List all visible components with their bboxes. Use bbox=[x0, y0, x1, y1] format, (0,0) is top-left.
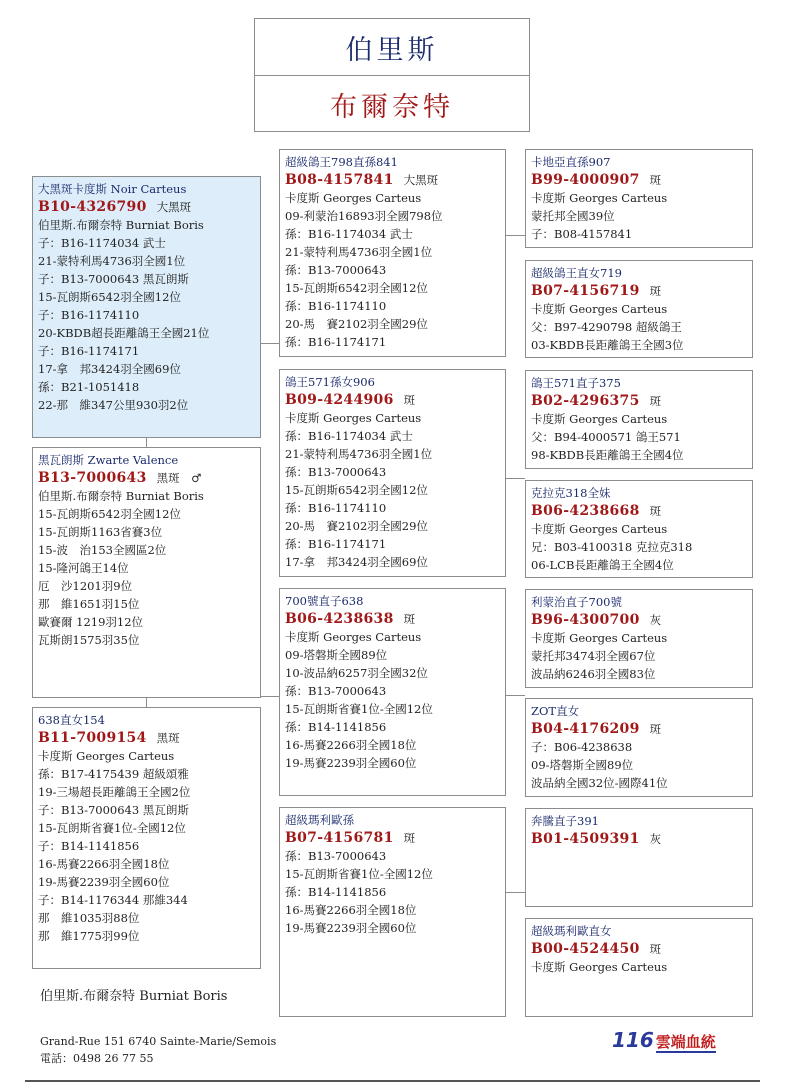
pedigree-card-ggp-1[interactable] bbox=[525, 149, 753, 248]
card-line: 17-拿 邦3424羽全國69位 bbox=[38, 362, 181, 376]
card-title: 超級瑪利歐孫 bbox=[285, 813, 354, 827]
ring-number: B11-7009154 bbox=[38, 730, 147, 746]
address: Grand-Rue 151 6740 Sainte-Marie/Semois bbox=[40, 1035, 277, 1048]
ring-number: B07-4156781 bbox=[285, 830, 394, 846]
connector bbox=[260, 343, 280, 344]
phone: 電話：0498 26 77 55 bbox=[40, 1052, 154, 1065]
color: 斑 bbox=[649, 722, 662, 736]
logo-text: 雲端血統 bbox=[655, 1033, 716, 1051]
color: 黑斑 ♂ bbox=[156, 471, 202, 485]
connector bbox=[505, 235, 525, 236]
card-line: 伯里斯.布爾奈特 Burniat Boris bbox=[38, 218, 204, 232]
title-box bbox=[254, 18, 530, 132]
color: 大黑斑 bbox=[156, 200, 192, 214]
card-line: 15-隆河鴿王14位 bbox=[38, 561, 129, 575]
card-line: 15-瓦朗斯6542羽全國12位 bbox=[285, 483, 428, 497]
card-line: 09-利蒙治16893羽全國798位 bbox=[285, 209, 443, 223]
card-line: 孫：B16-1174171 bbox=[285, 537, 387, 551]
color: 灰 bbox=[649, 613, 662, 627]
card-line: 子：B14-1141856 bbox=[38, 839, 140, 853]
card-line: 歐賽爾 1219羽12位 bbox=[38, 615, 144, 629]
pedigree-card-ggp-3[interactable] bbox=[525, 370, 753, 469]
card-line: 孫：B14-1141856 bbox=[285, 720, 387, 734]
pedigree-card-sire[interactable] bbox=[32, 176, 261, 438]
card-line: 那 維1035羽88位 bbox=[38, 911, 140, 925]
card-title: 利蒙治直子700號 bbox=[531, 595, 622, 609]
logo-number: 116 bbox=[612, 1028, 654, 1052]
ring-number: B99-4000907 bbox=[531, 172, 640, 188]
card-title: 超級鴿王798直孫841 bbox=[285, 155, 398, 169]
owner-name: 伯里斯.布爾奈特 Burniat Boris bbox=[40, 989, 228, 1004]
color: 大黑斑 bbox=[403, 173, 439, 187]
card-line: 09-塔磐斯全國89位 bbox=[531, 758, 634, 772]
card-line: 子：B13-7000643 黑瓦朗斯 bbox=[38, 803, 189, 817]
card-line: 子：B14-1176344 那維344 bbox=[38, 893, 188, 907]
card-line: 卡度斯 Georges Carteus bbox=[531, 412, 668, 426]
color: 黑斑 bbox=[156, 731, 180, 745]
card-line: 98-KBDB長距離鴿王全國4位 bbox=[531, 448, 684, 462]
card-line: 19-馬賽2239羽全國60位 bbox=[285, 756, 417, 770]
card-title: ZOT直女 bbox=[531, 704, 580, 718]
color: 斑 bbox=[403, 831, 416, 845]
color: 斑 bbox=[649, 394, 662, 408]
connector bbox=[146, 697, 147, 707]
card-line: 20-馬 賽2102羽全國29位 bbox=[285, 317, 428, 331]
pedigree-card-granddam-1[interactable] bbox=[279, 369, 506, 577]
card-title: 超級鴿王直女719 bbox=[531, 266, 622, 280]
card-line: 孫：B14-1141856 bbox=[285, 885, 387, 899]
card-line: 20-KBDB超長距離鴿王全國21位 bbox=[38, 326, 210, 340]
card-title: 700號直子638 bbox=[285, 594, 364, 608]
card-line: 孫：B13-7000643 bbox=[285, 849, 387, 863]
card-line: 伯里斯.布爾奈特 Burniat Boris bbox=[38, 489, 204, 503]
card-line: 卡度斯 Georges Carteus bbox=[285, 411, 422, 425]
card-title: 超級瑪利歐直女 bbox=[531, 924, 612, 938]
card-line: 卡度斯 Georges Carteus bbox=[531, 191, 668, 205]
card-title: 638直女154 bbox=[38, 713, 105, 727]
card-line: 孫：B17-4175439 超級頌雅 bbox=[38, 767, 189, 781]
card-line: 子：B06-4238638 bbox=[531, 740, 633, 754]
pedigree-card-grandsire-1[interactable] bbox=[279, 149, 506, 357]
ring-number: B96-4300700 bbox=[531, 612, 640, 628]
ring-number: B08-4157841 bbox=[285, 172, 394, 188]
card-line: 父：B97-4290798 超級鴿王 bbox=[531, 320, 682, 334]
pedigree-card-ggp-6[interactable] bbox=[525, 698, 753, 797]
card-line: 波品納全國32位-國際41位 bbox=[531, 776, 668, 790]
card-line: 子：B13-7000643 黑瓦朗斯 bbox=[38, 272, 189, 286]
pedigree-card-ggp-4[interactable] bbox=[525, 480, 753, 578]
card-title: 黑瓦朗斯 Zwarte Valence bbox=[38, 453, 179, 467]
connector bbox=[505, 478, 525, 479]
card-line: 子：B16-1174171 bbox=[38, 344, 140, 358]
card-line: 20-馬 賽2102羽全國29位 bbox=[285, 519, 428, 533]
card-line: 卡度斯 Georges Carteus bbox=[285, 630, 422, 644]
card-line: 22-那 維347公里930羽2位 bbox=[38, 398, 189, 412]
card-line: 19-三場超長距離鴿王全國2位 bbox=[38, 785, 191, 799]
card-line: 孫：B21-1051418 bbox=[38, 380, 140, 394]
card-line: 15-瓦朗斯6542羽全國12位 bbox=[38, 290, 181, 304]
card-line: 兄：B03-4100318 克拉克318 bbox=[531, 540, 693, 554]
ring-number: B10-4326790 bbox=[38, 199, 147, 215]
ring-number: B06-4238668 bbox=[531, 503, 640, 519]
card-line: 子：B08-4157841 bbox=[531, 227, 633, 241]
card-line: 16-馬賽2266羽全國18位 bbox=[38, 857, 170, 871]
card-line: 15-波 治153全國區2位 bbox=[38, 543, 167, 557]
card-line: 那 維1775羽99位 bbox=[38, 929, 140, 943]
card-line: 卡度斯 Georges Carteus bbox=[38, 749, 175, 763]
color: 斑 bbox=[649, 942, 662, 956]
pedigree-card-ggp-8[interactable] bbox=[525, 918, 753, 1017]
card-line: 蒙托邦全國39位 bbox=[531, 209, 615, 223]
card-title: 鴿王571直子375 bbox=[531, 376, 621, 390]
card-line: 孫：B13-7000643 bbox=[285, 684, 387, 698]
card-line: 卡度斯 Georges Carteus bbox=[531, 522, 668, 536]
card-line: 19-馬賽2239羽全國60位 bbox=[285, 921, 417, 935]
owner-contact bbox=[40, 1033, 276, 1067]
card-line: 波品納6246羽全國83位 bbox=[531, 667, 656, 681]
ring-number: B06-4238638 bbox=[285, 611, 394, 627]
card-line: 19-馬賽2239羽全國60位 bbox=[38, 875, 170, 889]
card-line: 15-瓦朗斯省賽1位-全國12位 bbox=[285, 867, 433, 881]
ring-number: B00-4524450 bbox=[531, 941, 640, 957]
card-line: 21-蒙特利馬4736羽全國1位 bbox=[285, 245, 433, 259]
pedigree-card-ggp-5[interactable] bbox=[525, 589, 753, 688]
ring-number: B04-4176209 bbox=[531, 721, 640, 737]
card-line: 孫：B16-1174034 武士 bbox=[285, 429, 413, 443]
card-line: 孫：B16-1174171 bbox=[285, 335, 387, 349]
card-title: 大黑斑卡度斯 Noir Carteus bbox=[38, 182, 187, 196]
card-line: 17-拿 邦3424羽全國69位 bbox=[285, 555, 428, 569]
pedigree-card-ggp-2[interactable] bbox=[525, 260, 753, 358]
card-line: 孫：B16-1174034 武士 bbox=[285, 227, 413, 241]
card-line: 厄 沙1201羽9位 bbox=[38, 579, 133, 593]
card-line: 孫：B13-7000643 bbox=[285, 465, 387, 479]
owner-last-name: 布爾奈特 bbox=[330, 91, 454, 123]
color: 斑 bbox=[649, 284, 662, 298]
card-title: 卡地亞直孫907 bbox=[531, 155, 611, 169]
color: 灰 bbox=[649, 832, 662, 846]
ring-number: B01-4509391 bbox=[531, 831, 640, 847]
pedigree-card-dam[interactable] bbox=[32, 707, 261, 969]
card-line: 10-波品納6257羽全國32位 bbox=[285, 666, 428, 680]
card-line: 06-LCB長距離鴿王全國4位 bbox=[531, 558, 674, 572]
connector bbox=[505, 695, 525, 696]
card-line: 子：B16-1174034 武士 bbox=[38, 236, 166, 250]
brand-logo bbox=[612, 1028, 716, 1052]
connector bbox=[505, 892, 525, 893]
card-line: 21-蒙特利馬4736羽全國1位 bbox=[38, 254, 186, 268]
card-line: 瓦斯朗1575羽35位 bbox=[38, 633, 140, 647]
card-line: 15-瓦朗斯1163省賽3位 bbox=[38, 525, 163, 539]
card-line: 那 維1651羽15位 bbox=[38, 597, 140, 611]
card-line: 16-馬賽2266羽全國18位 bbox=[285, 903, 417, 917]
card-line: 子：B16-1174110 bbox=[38, 308, 140, 322]
card-line: 16-馬賽2266羽全國18位 bbox=[285, 738, 417, 752]
ring-number: B13-7000643 bbox=[38, 470, 147, 486]
card-line: 孫：B16-1174110 bbox=[285, 501, 387, 515]
card-title: 鴿王571孫女906 bbox=[285, 375, 375, 389]
color: 斑 bbox=[649, 173, 662, 187]
ring-number: B09-4244906 bbox=[285, 392, 394, 408]
card-line: 卡度斯 Georges Carteus bbox=[531, 960, 668, 974]
ring-number: B02-4296375 bbox=[531, 393, 640, 409]
card-title: 奔騰直子391 bbox=[531, 814, 599, 828]
card-line: 卡度斯 Georges Carteus bbox=[531, 302, 668, 316]
card-line: 15-瓦朗斯6542羽全國12位 bbox=[38, 507, 181, 521]
connector bbox=[146, 437, 147, 447]
pedigree-card-ggp-7[interactable] bbox=[525, 808, 753, 907]
card-line: 15-瓦朗斯6542羽全國12位 bbox=[285, 281, 428, 295]
card-line: 15-瓦朗斯省賽1位-全國12位 bbox=[285, 702, 433, 716]
card-title: 克拉克318全妹 bbox=[531, 486, 611, 500]
ring-number: B07-4156719 bbox=[531, 283, 640, 299]
card-line: 卡度斯 Georges Carteus bbox=[285, 191, 422, 205]
card-line: 15-瓦朗斯省賽1位-全國12位 bbox=[38, 821, 186, 835]
card-line: 父：B94-4000571 鴿王571 bbox=[531, 430, 681, 444]
color: 斑 bbox=[403, 393, 416, 407]
bottom-divider bbox=[25, 1080, 760, 1082]
card-line: 21-蒙特利馬4736羽全國1位 bbox=[285, 447, 433, 461]
pedigree-card-grandsire-2[interactable] bbox=[279, 588, 506, 796]
card-line: 孫：B16-1174110 bbox=[285, 299, 387, 313]
pedigree-card-granddam-2[interactable] bbox=[279, 807, 506, 1017]
connector bbox=[260, 696, 280, 697]
card-line: 卡度斯 Georges Carteus bbox=[531, 631, 668, 645]
pedigree-card-sibling[interactable] bbox=[32, 447, 261, 698]
card-line: 孫：B13-7000643 bbox=[285, 263, 387, 277]
owner-first-name: 伯里斯 bbox=[255, 19, 529, 76]
color: 斑 bbox=[649, 504, 662, 518]
card-line: 03-KBDB長距離鴿王全國3位 bbox=[531, 338, 684, 352]
color: 斑 bbox=[403, 612, 416, 626]
card-line: 蒙托邦3474羽全國67位 bbox=[531, 649, 656, 663]
card-line: 09-塔磐斯全國89位 bbox=[285, 648, 388, 662]
